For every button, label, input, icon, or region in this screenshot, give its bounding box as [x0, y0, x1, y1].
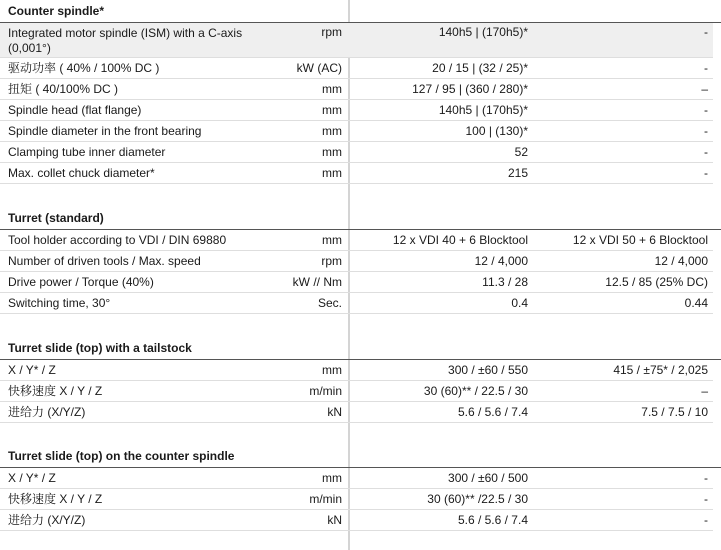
table-row	[0, 121, 713, 142]
table-row	[0, 272, 713, 293]
row-value-1: 11.3 / 28	[482, 275, 528, 289]
section-title: Counter spindle*	[0, 0, 721, 23]
row-value-2: -	[704, 103, 708, 117]
row-value-2: -	[704, 492, 708, 506]
row-unit: mm	[322, 166, 342, 180]
table-row	[0, 468, 713, 489]
table-row	[0, 251, 713, 272]
row-value-1: 20 / 15 | (32 / 25)*	[432, 61, 528, 75]
row-value-2: 12 / 4,000	[654, 254, 708, 268]
row-value-1: 300 / ±60 / 550	[448, 363, 528, 377]
row-label: 进给力 (X/Y/Z)	[8, 513, 86, 527]
row-value-1: 140h5 | (170h5)*	[438, 25, 528, 39]
row-label: 驱动功率 ( 40% / 100% DC )	[8, 61, 160, 75]
row-label: Drive power / Torque (40%)	[8, 275, 154, 289]
row-unit: mm	[322, 363, 342, 377]
row-label: X / Y* / Z	[8, 471, 56, 485]
row-label: 进给力 (X/Y/Z)	[8, 405, 86, 419]
row-value-1: 30 (60)** /22.5 / 30	[427, 492, 528, 506]
row-value-2: 415 / ±75* / 2,025	[613, 363, 708, 377]
row-value-2: –	[701, 384, 708, 398]
row-value-2: -	[704, 166, 708, 180]
row-unit: m/min	[309, 492, 342, 506]
row-value-1: 215	[507, 166, 528, 180]
row-unit: mm	[322, 124, 342, 138]
row-unit: kN	[327, 513, 342, 527]
section-counter-spindle	[0, 0, 721, 184]
row-unit: rpm	[321, 254, 342, 268]
row-label: Max. collet chuck diameter*	[8, 166, 155, 180]
row-label: 快移速度 X / Y / Z	[8, 384, 103, 398]
section-title: Turret (standard)	[0, 207, 721, 230]
row-unit: mm	[322, 103, 342, 117]
table-row	[0, 23, 713, 58]
row-value-1: 12 x VDI 40 + 6 Blocktool	[392, 233, 528, 247]
row-value-2: 7.5 / 7.5 / 10	[641, 405, 708, 419]
row-unit: mm	[322, 82, 342, 96]
table-row	[0, 293, 713, 314]
row-value-2: 12.5 / 85 (25% DC)	[605, 275, 708, 289]
section-turret-slide-counter-spindle	[0, 445, 721, 531]
row-value-1: 52	[514, 145, 528, 159]
row-unit: kW // Nm	[292, 275, 342, 289]
table-row	[0, 489, 713, 510]
table-row	[0, 360, 713, 381]
row-value-2: 12 x VDI 50 + 6 Blocktool	[572, 233, 708, 247]
row-label: 扭矩 ( 40/100% DC )	[8, 82, 119, 96]
row-value-1: 5.6 / 5.6 / 7.4	[457, 405, 528, 419]
row-label: Number of driven tools / Max. speed	[8, 254, 201, 268]
table-row	[0, 100, 713, 121]
row-label: Integrated motor spindle (ISM) with a C-axis (0,001°)	[8, 26, 243, 55]
row-unit: m/min	[309, 384, 342, 398]
row-unit: kW (AC)	[296, 61, 342, 75]
row-value-2: -	[704, 124, 708, 138]
row-unit: mm	[322, 233, 342, 247]
row-value-2: –	[701, 82, 708, 96]
table-row	[0, 230, 713, 251]
row-value-1: 30 (60)** / 22.5 / 30	[423, 384, 528, 398]
row-value-1: 0.4	[511, 296, 528, 310]
row-label: X / Y* / Z	[8, 363, 56, 377]
row-value-2: -	[704, 25, 708, 39]
row-value-2: -	[704, 513, 708, 527]
row-label: Spindle head (flat flange)	[8, 103, 142, 117]
row-value-2: -	[704, 145, 708, 159]
row-label: Clamping tube inner diameter	[8, 145, 166, 159]
table-row	[0, 58, 713, 79]
row-unit: rpm	[321, 25, 342, 39]
table-row	[0, 142, 713, 163]
row-value-2: -	[704, 471, 708, 485]
section-title: Turret slide (top) with a tailstock	[0, 337, 721, 360]
row-value-1: 5.6 / 5.6 / 7.4	[457, 513, 528, 527]
row-value-1: 12 / 4,000	[474, 254, 528, 268]
section-turret-slide-tailstock	[0, 337, 721, 423]
table-row	[0, 79, 713, 100]
row-value-1: 127 / 95 | (360 / 280)*	[412, 82, 528, 96]
row-value-1: 140h5 | (170h5)*	[438, 103, 528, 117]
row-label: 快移速度 X / Y / Z	[8, 492, 103, 506]
row-value-2: -	[704, 61, 708, 75]
row-value-2: 0.44	[684, 296, 708, 310]
row-unit: mm	[322, 471, 342, 485]
section-turret	[0, 207, 721, 314]
row-unit: kN	[327, 405, 342, 419]
table-row	[0, 163, 713, 184]
row-label: Tool holder according to VDI / DIN 69880	[8, 233, 227, 247]
row-value-1: 100 | (130)*	[465, 124, 528, 138]
row-label: Spindle diameter in the front bearing	[8, 124, 202, 138]
table-row	[0, 381, 713, 402]
row-value-1: 300 / ±60 / 500	[448, 471, 528, 485]
table-row	[0, 510, 713, 531]
row-unit: mm	[322, 145, 342, 159]
section-title: Turret slide (top) on the counter spindle	[0, 445, 721, 468]
table-row	[0, 402, 713, 423]
row-unit: Sec.	[317, 296, 342, 310]
row-label: Switching time, 30°	[8, 296, 111, 310]
